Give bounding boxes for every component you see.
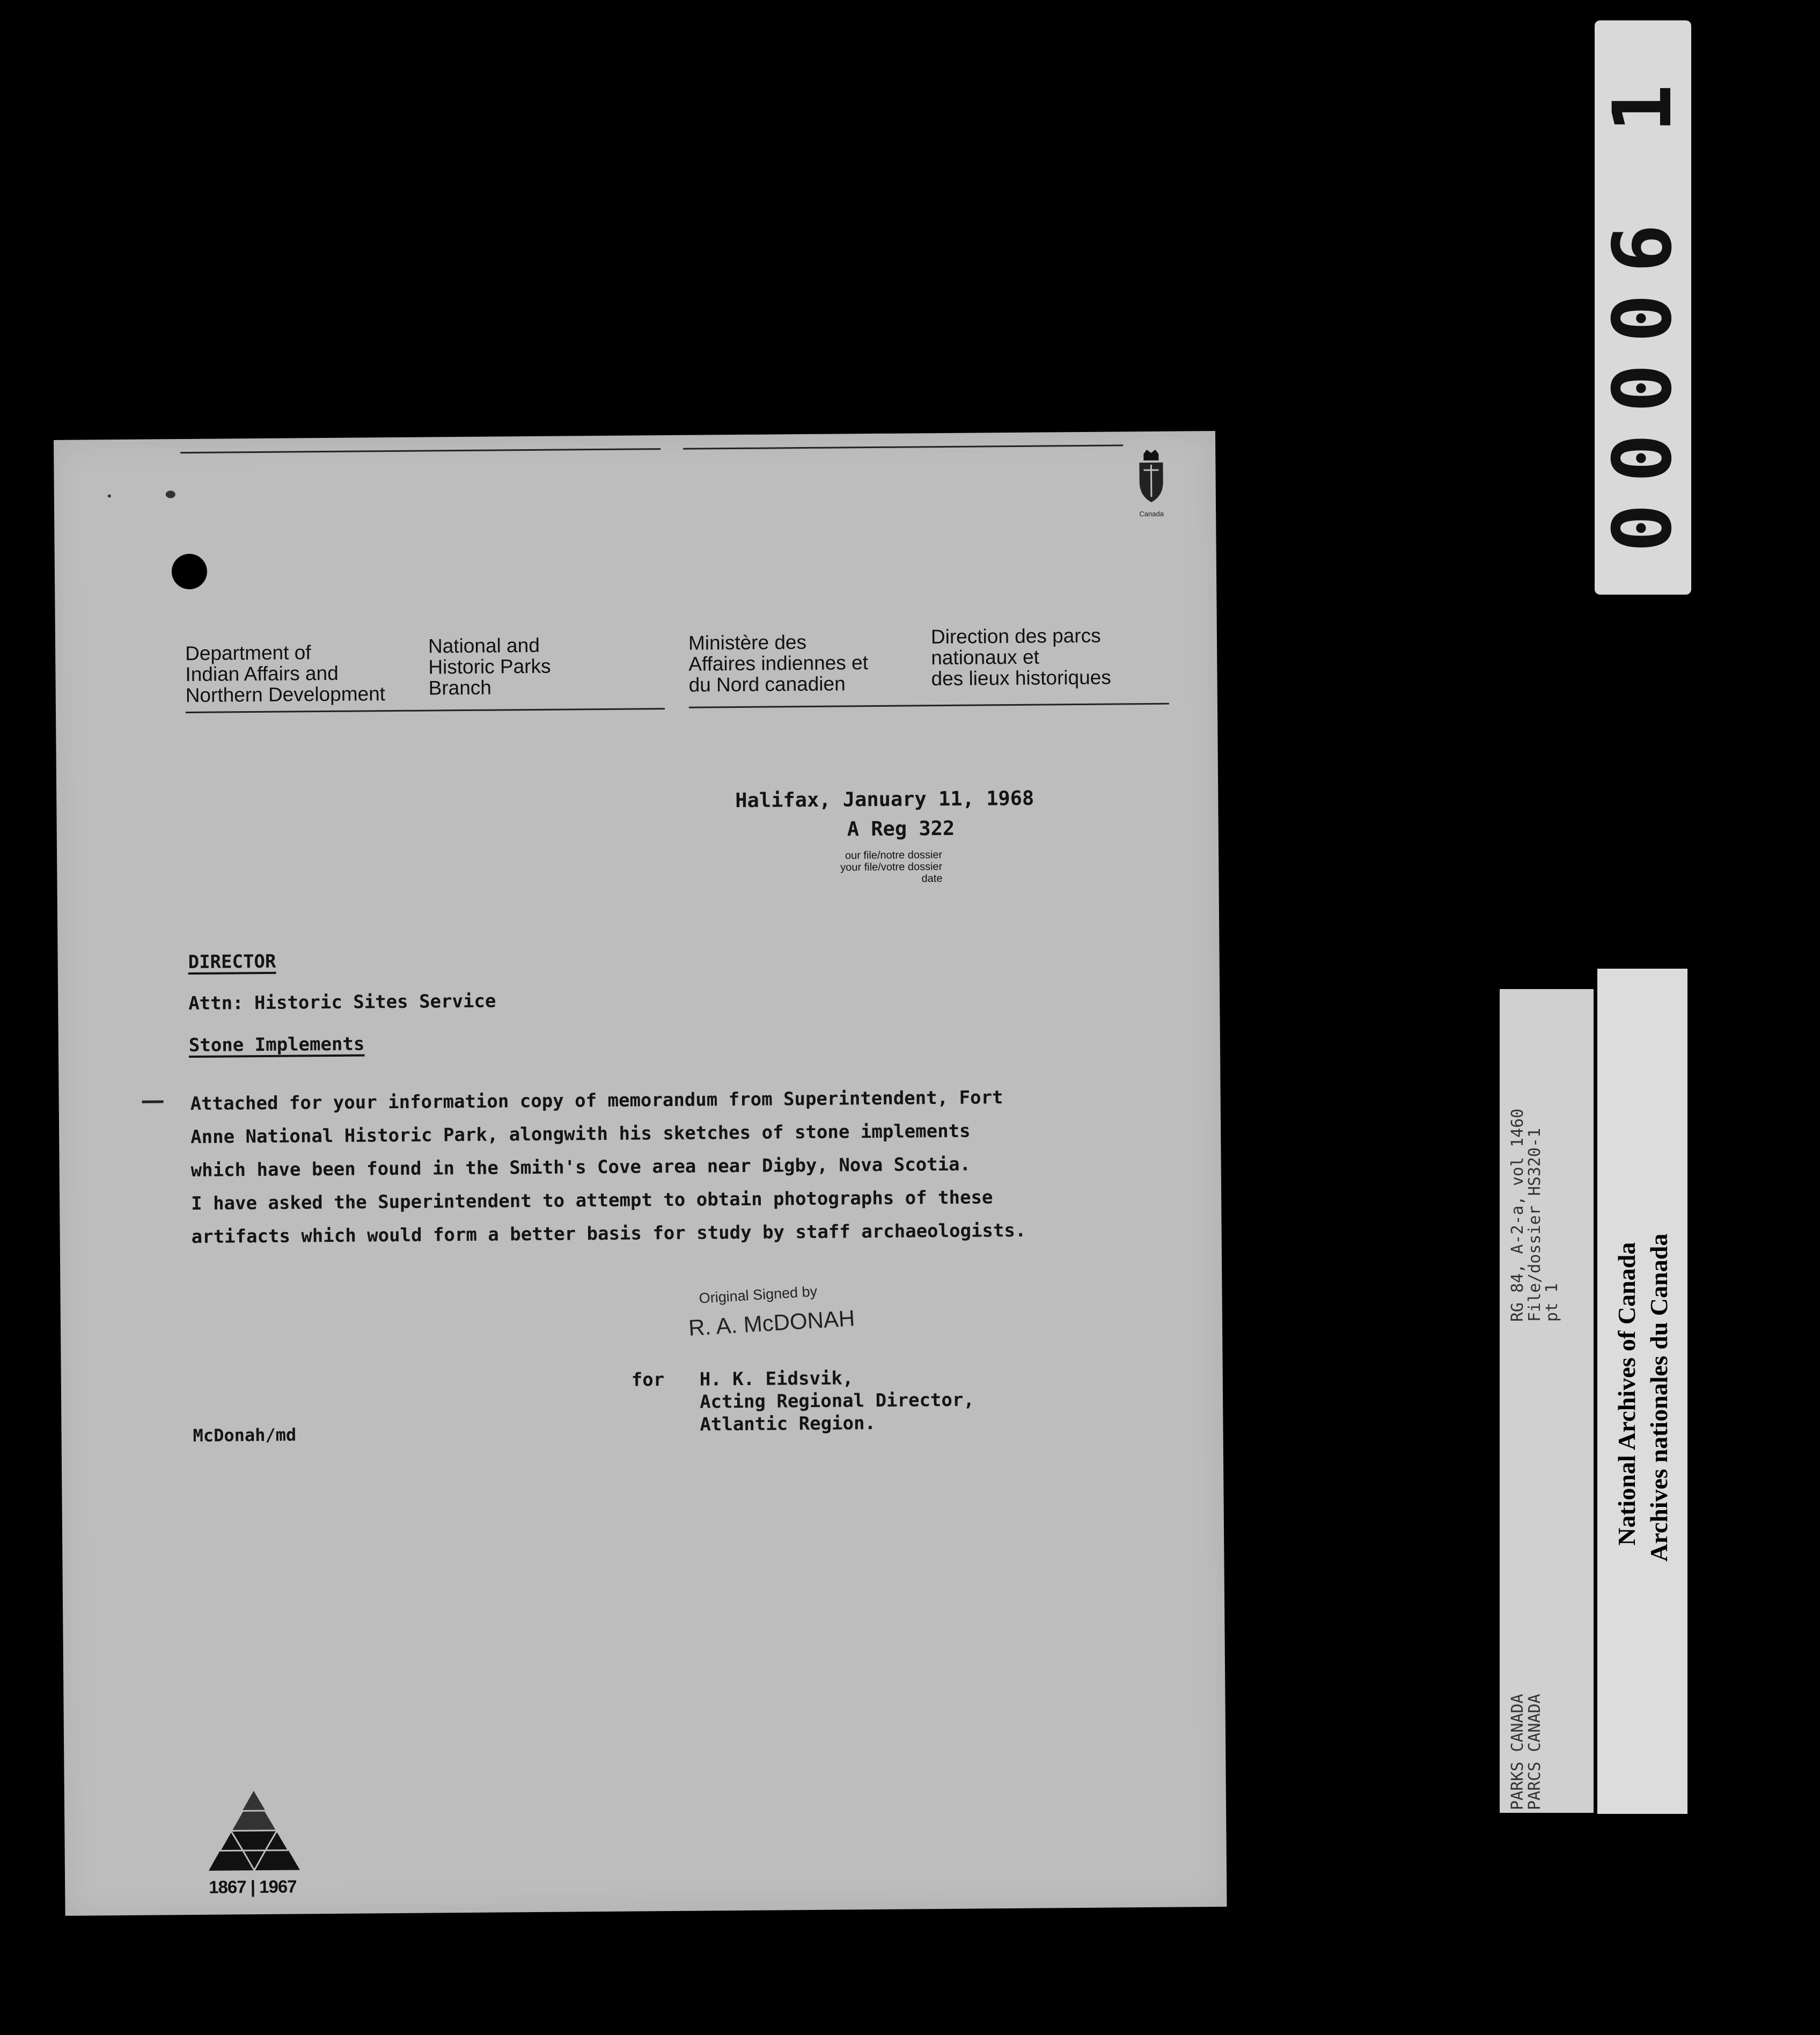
speck-mark [108,494,111,497]
national-archives-tab [1597,969,1687,1814]
frame-number: 00006 1 [1596,62,1690,553]
original-signed-stamp: Original Signed by [698,1283,818,1307]
letterhead-rule-left [186,708,665,713]
crest-label: Canada [1139,509,1164,518]
french-department: Ministère des Affaires indiennes et du Nord canadien [688,631,869,696]
french-branch: Direction des parcs nationaux et des lieux historiques [930,624,1111,690]
memo-page [54,431,1227,1916]
body-line: Anne National Historic Park, alongwith his sketches of stone implements [190,1120,971,1148]
english-department: Department of Indian Affairs and Northern Development [185,641,386,707]
file-reference: A Reg 322 [847,816,955,841]
your-file-label: your file/votre dossier [840,861,943,874]
body-line: artifacts which would form a better basis for study by staff archaeologists. [191,1219,1026,1248]
body-line: I have asked the Superintendent to attempt to obtain photographs of these [191,1187,993,1215]
top-rule-left [180,448,661,453]
english-branch: National and Historic Parks Branch [428,634,551,699]
subject-line: Stone Implements [188,1033,365,1057]
signatory-title: Acting Regional Director, [699,1389,975,1413]
letterhead-rule-right [689,703,1169,708]
body-line: which have been found in the Smith's Cove area near Digby, Nova Scotia. [190,1153,971,1182]
for-label: for [631,1369,665,1391]
centennial-maple-leaf-icon [208,1790,300,1871]
memo-body [190,1081,1026,1254]
file-labels [765,849,943,886]
archives-english: National Archives of Canada [1613,1242,1640,1546]
typist-initials: McDonah/md [193,1424,297,1446]
date-label: date [921,873,943,885]
our-file-label: our file/notre dossier [845,849,943,862]
place-date: Halifax, January 11, 1968 [735,786,1034,812]
coat-of-arms-icon [1136,449,1166,508]
top-rule-right [683,444,1123,449]
signatory-region: Atlantic Region. [700,1412,876,1436]
archives-french: Archives nationales du Canada [1645,1233,1672,1562]
punch-hole [172,554,208,590]
signatory-name: H. K. Eidsvik, [699,1367,854,1390]
signer-stamp: R. A. McDONAH [687,1305,856,1341]
centennial-years: 1867 | 1967 [209,1876,297,1897]
centennial-logo [208,1790,300,1897]
margin-tick [142,1100,164,1103]
archive-reference-tab [1500,989,1594,1813]
body-line: Attached for your information copy of memorandum from Superintendent, Fort [190,1087,1003,1115]
agency-label: PARKS CANADA PARCS CANADA [1508,1694,1544,1810]
canada-crest [1132,449,1170,518]
speck-mark [166,491,175,498]
frame-number-tab [1595,20,1691,595]
archive-reference: RG 84, A-2-a, vol 1460 File/dossier HS320-1 pt 1 [1508,1108,1561,1322]
addressee: DIRECTOR [188,950,276,973]
attention-line: Attn: Historic Sites Service [188,990,496,1015]
